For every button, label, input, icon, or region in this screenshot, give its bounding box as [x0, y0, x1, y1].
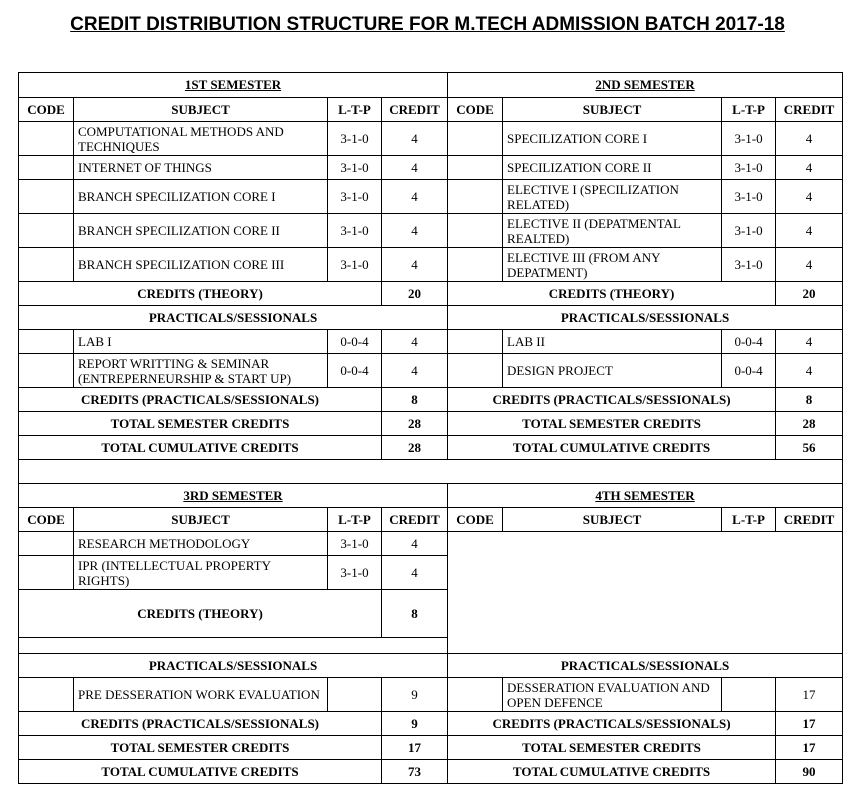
sem4-practicals-heading: PRACTICALS/SESSIONALS [448, 654, 843, 678]
code-cell [448, 214, 503, 248]
sem2-credits-theory-value: 20 [776, 282, 843, 306]
sem4-total-semester-label: TOTAL SEMESTER CREDITS [448, 736, 776, 760]
sem4-ltp-header: L-T-P [722, 508, 776, 532]
subject-cell: INTERNET OF THINGS [74, 156, 328, 180]
code-cell [19, 248, 74, 282]
sem2-total-cumulative-label: TOTAL CUMULATIVE CREDITS [448, 436, 776, 460]
code-cell [448, 248, 503, 282]
credit-cell: 4 [382, 214, 448, 248]
sem4-credit-header: CREDIT [776, 508, 843, 532]
credit-cell: 9 [382, 678, 448, 712]
sem2-credits-theory-label: CREDITS (THEORY) [448, 282, 776, 306]
table-row [19, 354, 843, 388]
code-cell [448, 156, 503, 180]
sem2-credits-practicals-value: 8 [776, 388, 843, 412]
sem4-credits-practicals-value: 17 [776, 712, 843, 736]
sem1-heading: 1ST SEMESTER [19, 73, 448, 98]
table-row [19, 248, 843, 282]
ltp-cell: 0-0-4 [722, 354, 776, 388]
sem4-total-cumulative-label: TOTAL CUMULATIVE CREDITS [448, 760, 776, 784]
sem1-ltp-header: L-T-P [328, 98, 382, 122]
sem1-total-cumulative-value: 28 [382, 436, 448, 460]
sem3-practicals-heading: PRACTICALS/SESSIONALS [19, 654, 448, 678]
credit-cell: 4 [776, 330, 843, 354]
ltp-cell: 3-1-0 [328, 248, 382, 282]
subject-cell: BRANCH SPECILIZATION CORE I [74, 180, 328, 214]
credit-table [18, 72, 843, 784]
ltp-cell: 3-1-0 [722, 214, 776, 248]
credit-cell: 4 [382, 180, 448, 214]
ltp-cell: 3-1-0 [328, 532, 382, 556]
code-cell [448, 122, 503, 156]
ltp-cell [328, 678, 382, 712]
sem4-credits-practicals-label: CREDITS (PRACTICALS/SESSIONALS) [448, 712, 776, 736]
ltp-cell: 0-0-4 [328, 354, 382, 388]
ltp-cell: 3-1-0 [328, 556, 382, 590]
credit-cell: 4 [382, 354, 448, 388]
code-cell [448, 678, 503, 712]
ltp-cell: 0-0-4 [722, 330, 776, 354]
sem2-code-header: CODE [448, 98, 503, 122]
sem3-credits-theory-label: CREDITS (THEORY) [19, 590, 382, 638]
sem2-total-semester-value: 28 [776, 412, 843, 436]
sem1-code-header: CODE [19, 98, 74, 122]
ltp-cell: 3-1-0 [328, 156, 382, 180]
sem2-subject-header: SUBJECT [503, 98, 722, 122]
credit-cell: 4 [382, 556, 448, 590]
sem1-credit-header: CREDIT [382, 98, 448, 122]
sem2-credit-header: CREDIT [776, 98, 843, 122]
sem1-credits-theory-value: 20 [382, 282, 448, 306]
ltp-cell [722, 678, 776, 712]
sem3-heading: 3RD SEMESTER [19, 484, 448, 508]
subject-cell: DESSERATION EVALUATION AND OPEN DEFENCE [503, 678, 722, 712]
subject-cell: IPR (INTELLECTUAL PROPERTY RIGHTS) [74, 556, 328, 590]
sem4-subject-header: SUBJECT [503, 508, 722, 532]
code-cell [448, 330, 503, 354]
table-row [19, 180, 843, 214]
subject-cell: SPECILIZATION CORE I [503, 122, 722, 156]
sem1-practicals-heading: PRACTICALS/SESSIONALS [19, 306, 448, 330]
ltp-cell: 3-1-0 [722, 180, 776, 214]
ltp-cell: 3-1-0 [722, 156, 776, 180]
sem1-total-semester-label: TOTAL SEMESTER CREDITS [19, 412, 382, 436]
subject-cell: SPECILIZATION CORE II [503, 156, 722, 180]
sem3-credit-header: CREDIT [382, 508, 448, 532]
sem1-total-semester-value: 28 [382, 412, 448, 436]
sem4-code-header: CODE [448, 508, 503, 532]
credit-cell: 17 [776, 678, 843, 712]
code-cell [19, 330, 74, 354]
ltp-cell: 3-1-0 [328, 214, 382, 248]
credit-cell: 4 [382, 248, 448, 282]
ltp-cell: 3-1-0 [722, 248, 776, 282]
sem3-total-semester-label: TOTAL SEMESTER CREDITS [19, 736, 382, 760]
sem2-ltp-header: L-T-P [722, 98, 776, 122]
code-cell [448, 354, 503, 388]
subject-cell: COMPUTATIONAL METHODS AND TECHNIQUES [74, 122, 328, 156]
credit-cell: 4 [776, 354, 843, 388]
page-title: CREDIT DISTRIBUTION STRUCTURE FOR M.TECH ADMISSION BATCH 2017-18 [70, 14, 785, 35]
sem2-credits-practicals-label: CREDITS (PRACTICALS/SESSIONALS) [448, 388, 776, 412]
code-cell [19, 122, 74, 156]
code-cell [19, 532, 74, 556]
sem4-total-semester-value: 17 [776, 736, 843, 760]
sem3-total-cumulative-value: 73 [382, 760, 448, 784]
ltp-cell: 3-1-0 [328, 122, 382, 156]
ltp-cell: 3-1-0 [328, 180, 382, 214]
table-row [19, 678, 843, 712]
subject-cell: BRANCH SPECILIZATION CORE II [74, 214, 328, 248]
sem4-empty-block [448, 532, 843, 654]
sem1-credits-practicals-label: CREDITS (PRACTICALS/SESSIONALS) [19, 388, 382, 412]
ltp-cell: 0-0-4 [328, 330, 382, 354]
sem3-credits-practicals-value: 9 [382, 712, 448, 736]
sem3-subject-header: SUBJECT [74, 508, 328, 532]
credit-cell: 4 [382, 122, 448, 156]
subject-cell: BRANCH SPECILIZATION CORE III [74, 248, 328, 282]
subject-cell: ELECTIVE II (DEPATMENTAL REALTED) [503, 214, 722, 248]
subject-cell: DESIGN PROJECT [503, 354, 722, 388]
section-spacer [19, 460, 843, 484]
sem3-ltp-header: L-T-P [328, 508, 382, 532]
ltp-cell: 3-1-0 [722, 122, 776, 156]
subject-cell: ELECTIVE III (FROM ANY DEPATMENT) [503, 248, 722, 282]
sem3-total-cumulative-label: TOTAL CUMULATIVE CREDITS [19, 760, 382, 784]
credit-cell: 4 [776, 180, 843, 214]
subject-cell: RESEARCH METHODOLOGY [74, 532, 328, 556]
subject-cell: LAB II [503, 330, 722, 354]
sem2-total-semester-label: TOTAL SEMESTER CREDITS [448, 412, 776, 436]
sem3-credits-practicals-label: CREDITS (PRACTICALS/SESSIONALS) [19, 712, 382, 736]
code-cell [19, 180, 74, 214]
sem4-total-cumulative-value: 90 [776, 760, 843, 784]
table-row [19, 122, 843, 156]
sem4-heading: 4TH SEMESTER [448, 484, 843, 508]
sem1-total-cumulative-label: TOTAL CUMULATIVE CREDITS [19, 436, 382, 460]
subject-cell: PRE DESSERATION WORK EVALUATION [74, 678, 328, 712]
credit-cell: 4 [382, 532, 448, 556]
sem3-code-header: CODE [19, 508, 74, 532]
sem1-credits-practicals-value: 8 [382, 388, 448, 412]
code-cell [19, 678, 74, 712]
credit-cell: 4 [776, 122, 843, 156]
sem2-heading: 2ND SEMESTER [448, 73, 843, 98]
sem3-total-semester-value: 17 [382, 736, 448, 760]
sem2-total-cumulative-value: 56 [776, 436, 843, 460]
code-cell [448, 180, 503, 214]
code-cell [19, 556, 74, 590]
credit-cell: 4 [382, 156, 448, 180]
credit-cell: 4 [776, 248, 843, 282]
subject-cell: ELECTIVE I (SPECILIZATION RELATED) [503, 180, 722, 214]
credit-cell: 4 [382, 330, 448, 354]
table-row [19, 532, 843, 556]
table-row [19, 156, 843, 180]
code-cell [19, 354, 74, 388]
table-row [19, 330, 843, 354]
sem1-subject-header: SUBJECT [74, 98, 328, 122]
credit-cell: 4 [776, 214, 843, 248]
code-cell [19, 214, 74, 248]
code-cell [19, 156, 74, 180]
table-row [19, 214, 843, 248]
subject-cell: REPORT WRITTING & SEMINAR (ENTREPERNEURSHIP & START UP) [74, 354, 328, 388]
sem3-blank-row [19, 638, 448, 654]
sem3-credits-theory-value: 8 [382, 590, 448, 638]
sem2-practicals-heading: PRACTICALS/SESSIONALS [448, 306, 843, 330]
credit-cell: 4 [776, 156, 843, 180]
subject-cell: LAB I [74, 330, 328, 354]
sem1-credits-theory-label: CREDITS (THEORY) [19, 282, 382, 306]
